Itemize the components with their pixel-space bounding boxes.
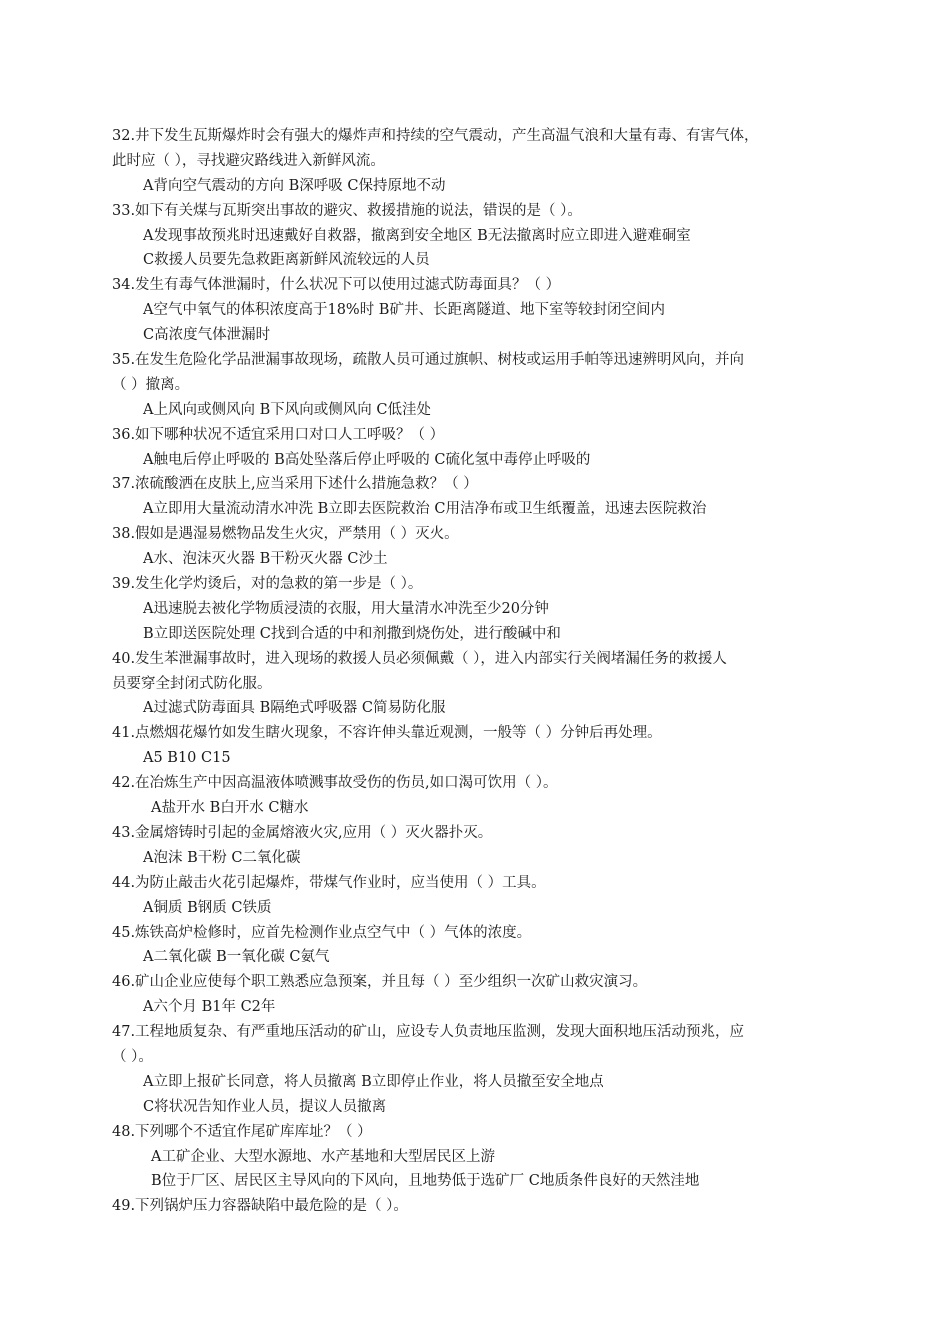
question-line: 44.为防止敲击火花引起爆炸，带煤气作业时，应当使用（ ）工具。 [112,874,546,891]
question-line: 36.如下哪种状况不适宜采用口对口人工呼吸？（ ） [112,426,445,443]
option-line: B位于厂区、居民区主导风向的下风向，且地势低于选矿厂 C地质条件良好的天然洼地 [151,1173,700,1190]
question-line: 39.发生化学灼烫后，对的急救的第一步是（ ）。 [112,576,423,593]
option-line: C将状况告知作业人员，提议人员撤离 [143,1098,387,1115]
question-line: 37.浓硫酸洒在皮肤上,应当采用下述什么措施急救？（ ） [112,476,478,493]
option-line: A泡沫 B干粉 C二氧化碳 [143,849,301,866]
option-line: A背向空气震动的方向 B深呼吸 C保持原地不动 [143,177,446,194]
question-line: 33.如下有关煤与瓦斯突出事故的避灾、救援措施的说法，错误的是（ ）。 [112,202,582,219]
question-line: 49.下列锅炉压力容器缺陷中最危险的是（ ）。 [112,1198,408,1215]
question-line: 35.在发生危险化学品泄漏事故现场，疏散人员可通过旗帜、树枝或运用手帕等迅速辨明风向，并向 [112,352,745,369]
question-line: 40.发生苯泄漏事故时，进入现场的救援人员必须佩戴（ ），进入内部实行关阀堵漏任务的救援人 [112,650,727,667]
option-line: A迅速脱去被化学物质浸渍的衣服，用大量清水冲洗至少20分钟 [143,600,549,617]
option-line: A水、泡沫灭火器 B干粉灭火器 C沙土 [143,551,388,568]
question-line: （ ）。 [112,1048,153,1065]
question-list [112,124,860,1219]
question-line: 43.金属熔铸时引起的金属熔液火灾,应用（ ）灭火器扑灭。 [112,824,493,841]
option-line: C高浓度气体泄漏时 [143,327,271,344]
question-line: 员要穿全封闭式防化服。 [112,675,272,692]
question-line: （ ）撤离。 [112,376,190,393]
option-line: A工矿企业、大型水源地、水产基地和大型居民区上游 [151,1148,495,1165]
option-line: A触电后停止呼吸的 B高处坠落后停止呼吸的 C硫化氢中毒停止呼吸的 [143,451,591,468]
question-line: 41.点燃烟花爆竹如发生瞎火现象，不容许伸头靠近观测，一般等（ ）分钟后再处理。 [112,725,662,742]
question-line: 此时应（ ），寻找避灾路线进入新鲜风流。 [112,152,385,169]
question-line: 45.炼铁高炉检修时，应首先检测作业点空气中（ ）气体的浓度。 [112,924,532,941]
option-line: A盐开水 B白开水 C糖水 [151,800,309,817]
question-line: 34.发生有毒气体泄漏时，什么状况下可以使用过滤式防毒面具？（ ） [112,277,561,294]
question-line: 32.井下发生瓦斯爆炸时会有强大的爆炸声和持续的空气震动，产生高温气浪和大量有毒、有害气体， [112,128,759,144]
option-line: A过滤式防毒面具 B隔绝式呼吸器 C简易防化服 [143,700,446,717]
option-line: A5 B10 C15 [143,750,231,767]
option-line: A上风向或侧风向 B下风向或侧风向 C低洼处 [143,401,431,418]
question-line: 46.矿山企业应使每个职工熟悉应急预案，并且每（ ）至少组织一次矿山救灾演习。 [112,974,648,991]
option-line: A二氧化碳 B一氧化碳 C氨气 [143,949,330,966]
option-line: A铜质 B钢质 C铁质 [143,899,272,916]
option-line: A六个月 B1年 C2年 [143,999,276,1016]
option-line: C救援人员要先急救距离新鲜风流较远的人员 [143,252,430,269]
option-line: A立即用大量流动清水冲洗 B立即去医院救治 C用洁净布或卫生纸覆盖，迅速去医院救治 [143,501,707,518]
option-line: A空气中氧气的体积浓度高于18%时 B矿井、长距离隧道、地下室等较封闭空间内 [143,302,665,319]
option-line: B立即送医院处理 C找到合适的中和剂撒到烧伤处，进行酸碱中和 [143,625,561,642]
option-line: A发现事故预兆时迅速戴好自救器，撤离到安全地区 B无法撤离时应立即进入避难硐室 [143,227,691,244]
question-line: 48.下列哪个不适宜作尾矿库库址？（ ） [112,1123,372,1140]
question-line: 42.在冶炼生产中因高温液体喷溅事故受伤的伤员,如口渴可饮用（ ）。 [112,775,558,792]
question-line: 47.工程地质复杂、有严重地压活动的矿山，应设专人负责地压监测，发现大面积地压活动预兆，应 [112,1024,745,1041]
option-line: A立即上报矿长同意，将人员撤离 B立即停止作业，将人员撤至安全地点 [143,1073,604,1090]
question-line: 38.假如是遇湿易燃物品发生火灾，严禁用（ ）灭火。 [112,526,459,543]
